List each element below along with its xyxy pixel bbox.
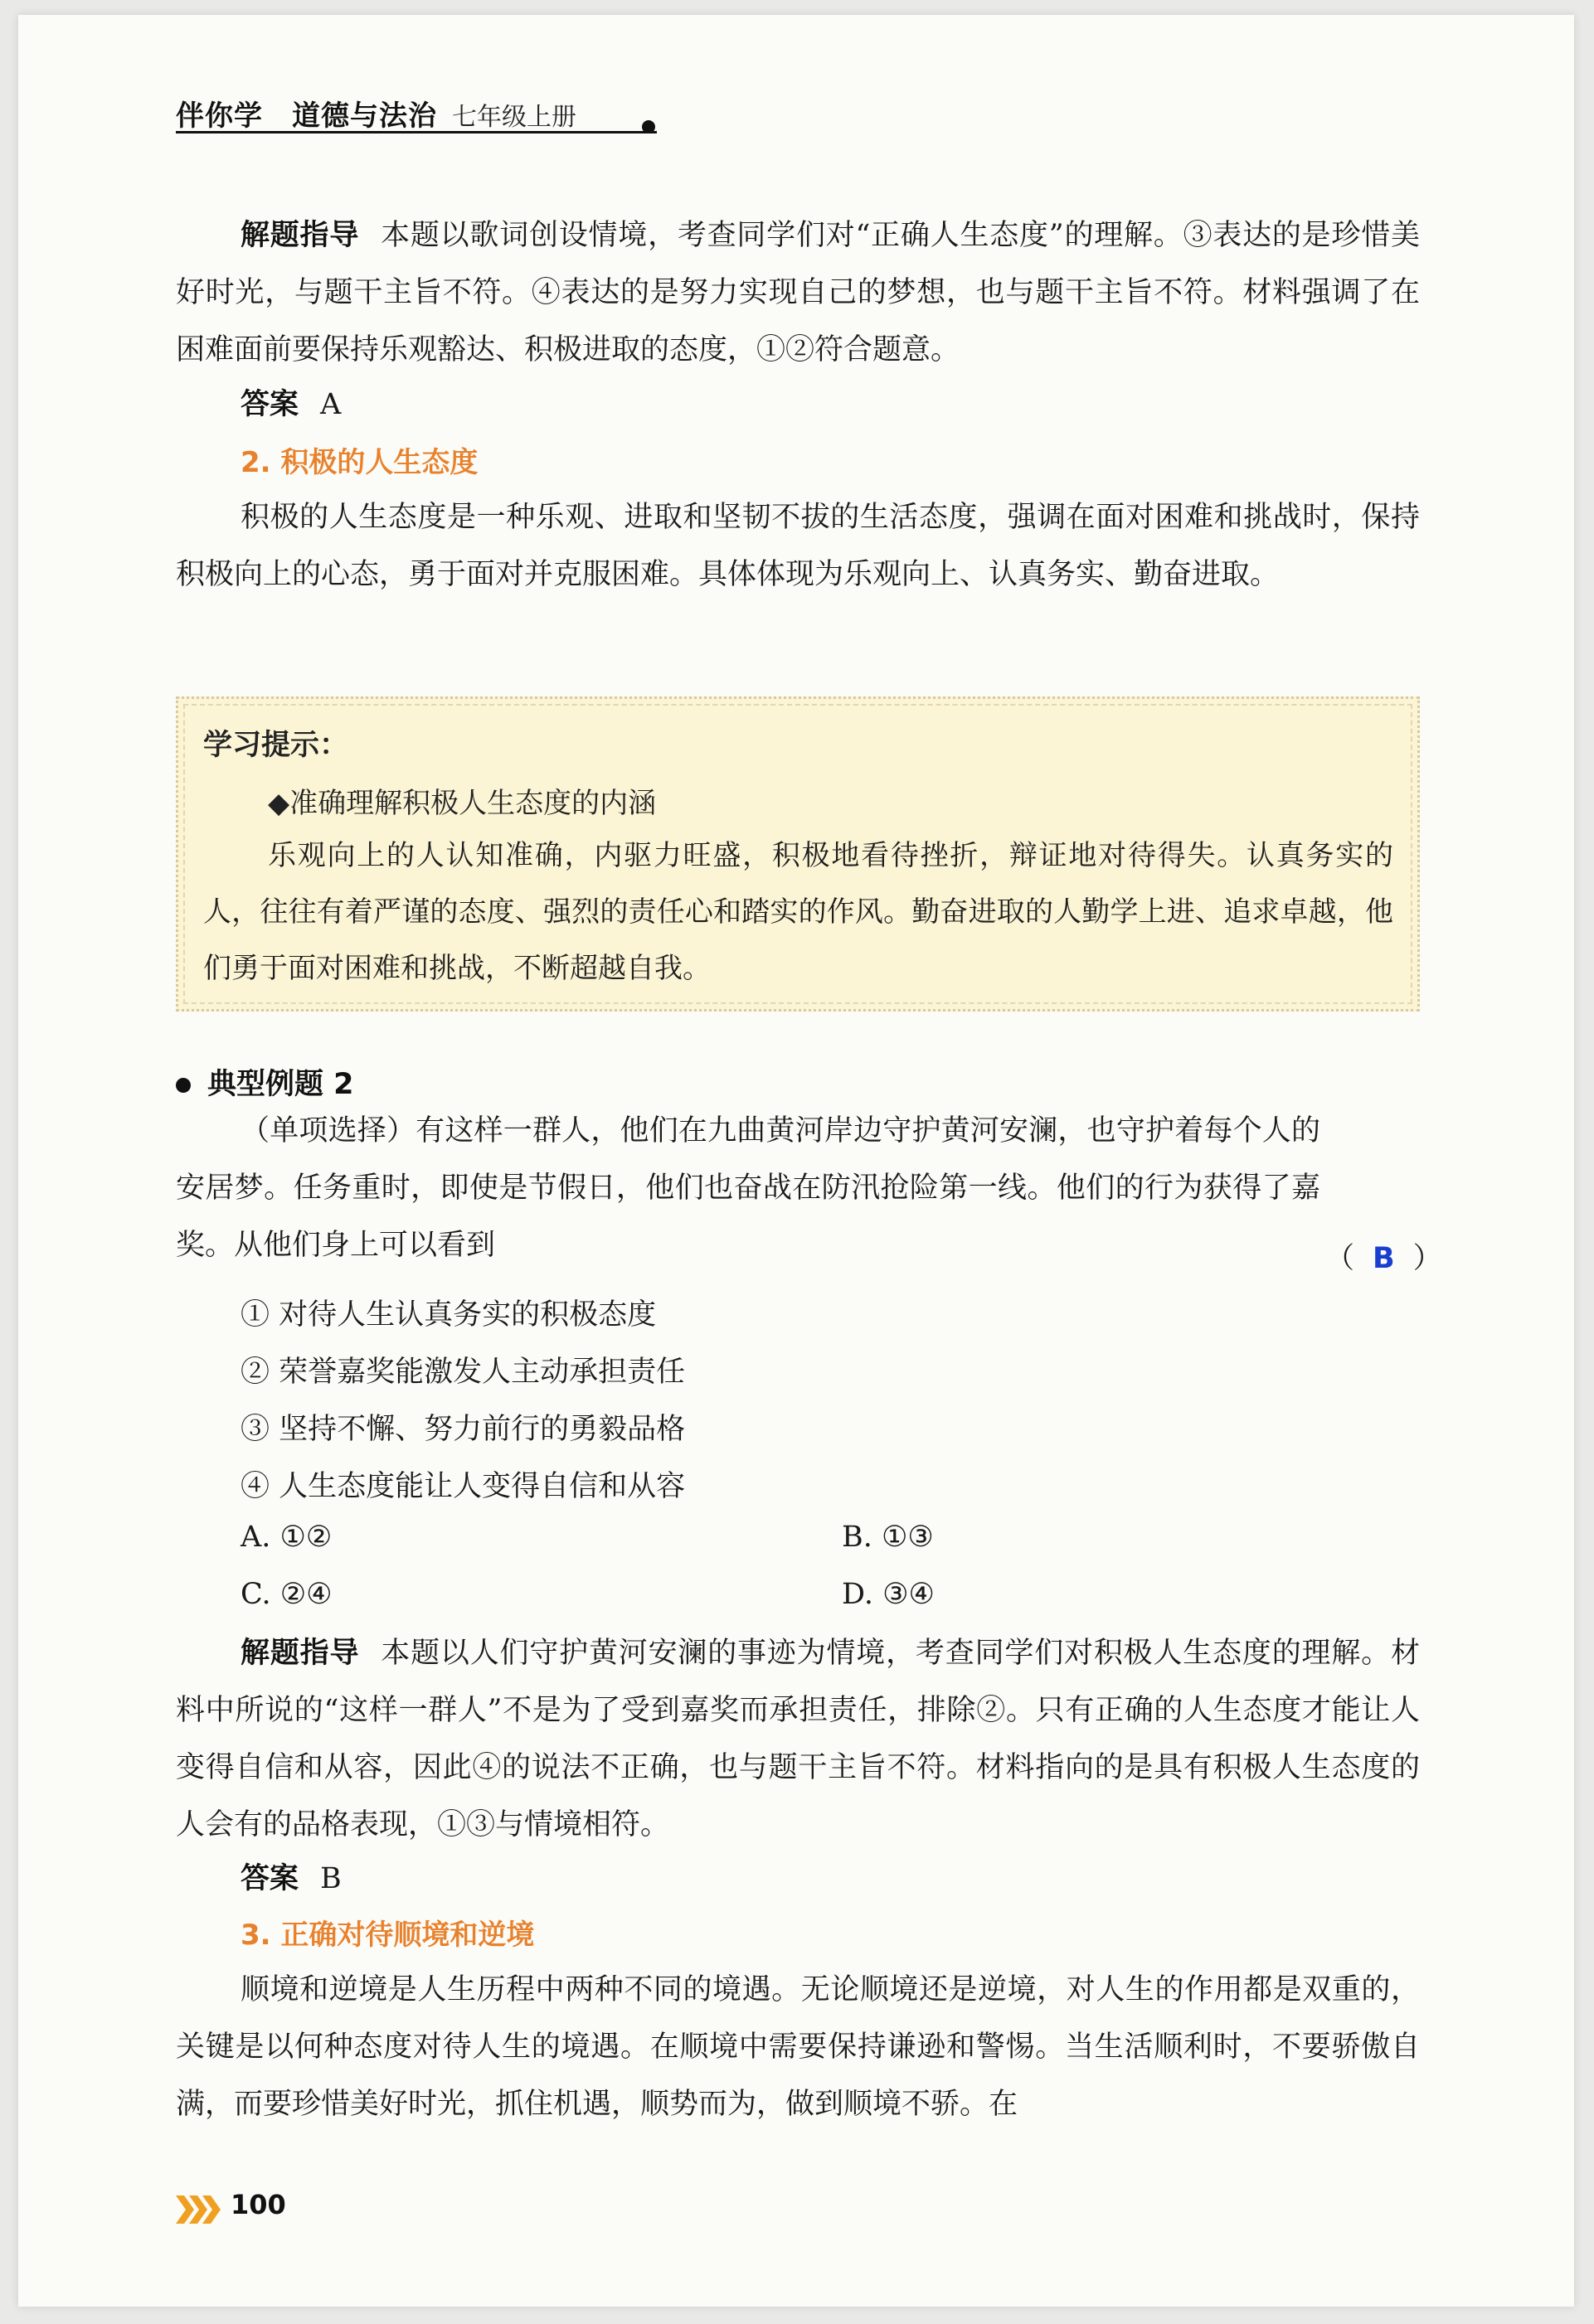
tip-subtitle: ◆准确理解积极人生态度的内涵 [268,787,657,820]
guide-paragraph-1 [176,207,1420,379]
running-header [176,93,657,133]
chevron-right-icon [176,2195,222,2224]
answer-label-2: 答案 [241,1862,299,1895]
answer-value: A [320,388,342,421]
statement-1: ① 对待人生认真务实的积极态度 [241,1298,657,1332]
section-title-3: 3. 正确对待顺境和逆境 [241,1919,535,1952]
guide-label: 解题指导 [241,219,360,252]
study-tip-box [176,696,1420,1012]
guide-label-2: 解题指导 [241,1637,360,1670]
section-3-text: 顺境和逆境是人生历程中两种不同的境遇。无论顺境还是逆境，对人生的作用都是双重的，关键是以何种态度对待人生的境遇。在顺境中需要保持谦逊和警惕。当生活顺利时，不要骄傲自满，而要珍惜美好时光，抓住机遇，顺势而为，做到顺境不骄。在 [176,1973,1420,2121]
answer-parenthesis [1325,1235,1442,1277]
option-b: B. ①③ [842,1521,934,1554]
answer-label: 答案 [241,388,299,421]
header-dot-icon [642,120,655,133]
section-2-text: 积极的人生态度是一种乐观、进取和坚韧不拔的生活态度，强调在面对困难和挑战时，保持积极向上的心态，勇于面对并克服困难。具体体现为乐观向上、认真务实、勤奋进取。 [176,501,1420,591]
statement-3: ③ 坚持不懈、努力前行的勇毅品格 [241,1413,686,1446]
example-title-text: 典型例题 2 [207,1068,354,1101]
answer-line-2 [176,1851,1420,1908]
option-a: A. ①② [241,1521,333,1554]
statement-4: ④ 人生态度能让人变得自信和从容 [241,1470,686,1503]
page-number: 100 [231,2189,286,2220]
tip-title: 学习提示： [203,729,349,762]
guide-paragraph-2 [176,1625,1420,1854]
answer-line-1 [176,376,1420,434]
option-d: D. ③④ [842,1578,935,1611]
tip-text: 乐观向上的人认知准确，内驱力旺盛，积极地看待挫折，辩证地对待得失。认真务实的人，往往有着严谨的态度、强烈的责任心和踏实的作风。勤奋进取的人勤学上进、追求卓越，他们勇于面对困难和挑战，不断超越自我。 [203,839,1393,985]
statement-2: ② 荣誉嘉奖能激发人主动承担责任 [241,1356,686,1389]
grade-label: 七年级上册 [452,103,576,132]
option-c: C. ②④ [241,1578,333,1611]
section-title-2: 2. 积极的人生态度 [241,446,479,479]
answer-mark: B [1373,1242,1395,1275]
paren-open: （ [1325,1242,1355,1275]
bullet-icon [176,1078,191,1093]
answer-value-2: B [320,1862,342,1895]
example-question: （单项选择）有这样一群人，他们在九曲黄河岸边守护黄河安澜，也守护着每个人的安居梦。任务重时，即使是节假日，他们也奋战在防汛抢险第一线。他们的行为获得了嘉奖。从他们身上可以看到 [176,1114,1320,1262]
guide-text: 本题以歌词创设情境，考查同学们对“正确人生态度”的理解。③表达的是珍惜美好时光，与题干主旨不符。④表达的是努力实现自己的梦想，也与题干主旨不符。材料强调了在困难面前要保持乐观豁达、积极进取的态度，①②符合题意。 [176,219,1420,366]
guide-text-2: 本题以人们守护黄河安澜的事迹为情境，考查同学们对积极人生态度的理解。材料中所说的“这样一群人”不是为了受到嘉奖而承担责任，排除②。只有正确的人生态度才能让人变得自信和从容，因此④的说法不正确，也与题干主旨不符。材料指向的是具有积极人生态度的人会有的品格表现，①③与情境相符。 [176,1637,1420,1841]
paren-close: ） [1412,1242,1442,1275]
example-title [176,1061,354,1103]
book-title: 伴你学 道德与法治 [176,99,437,133]
